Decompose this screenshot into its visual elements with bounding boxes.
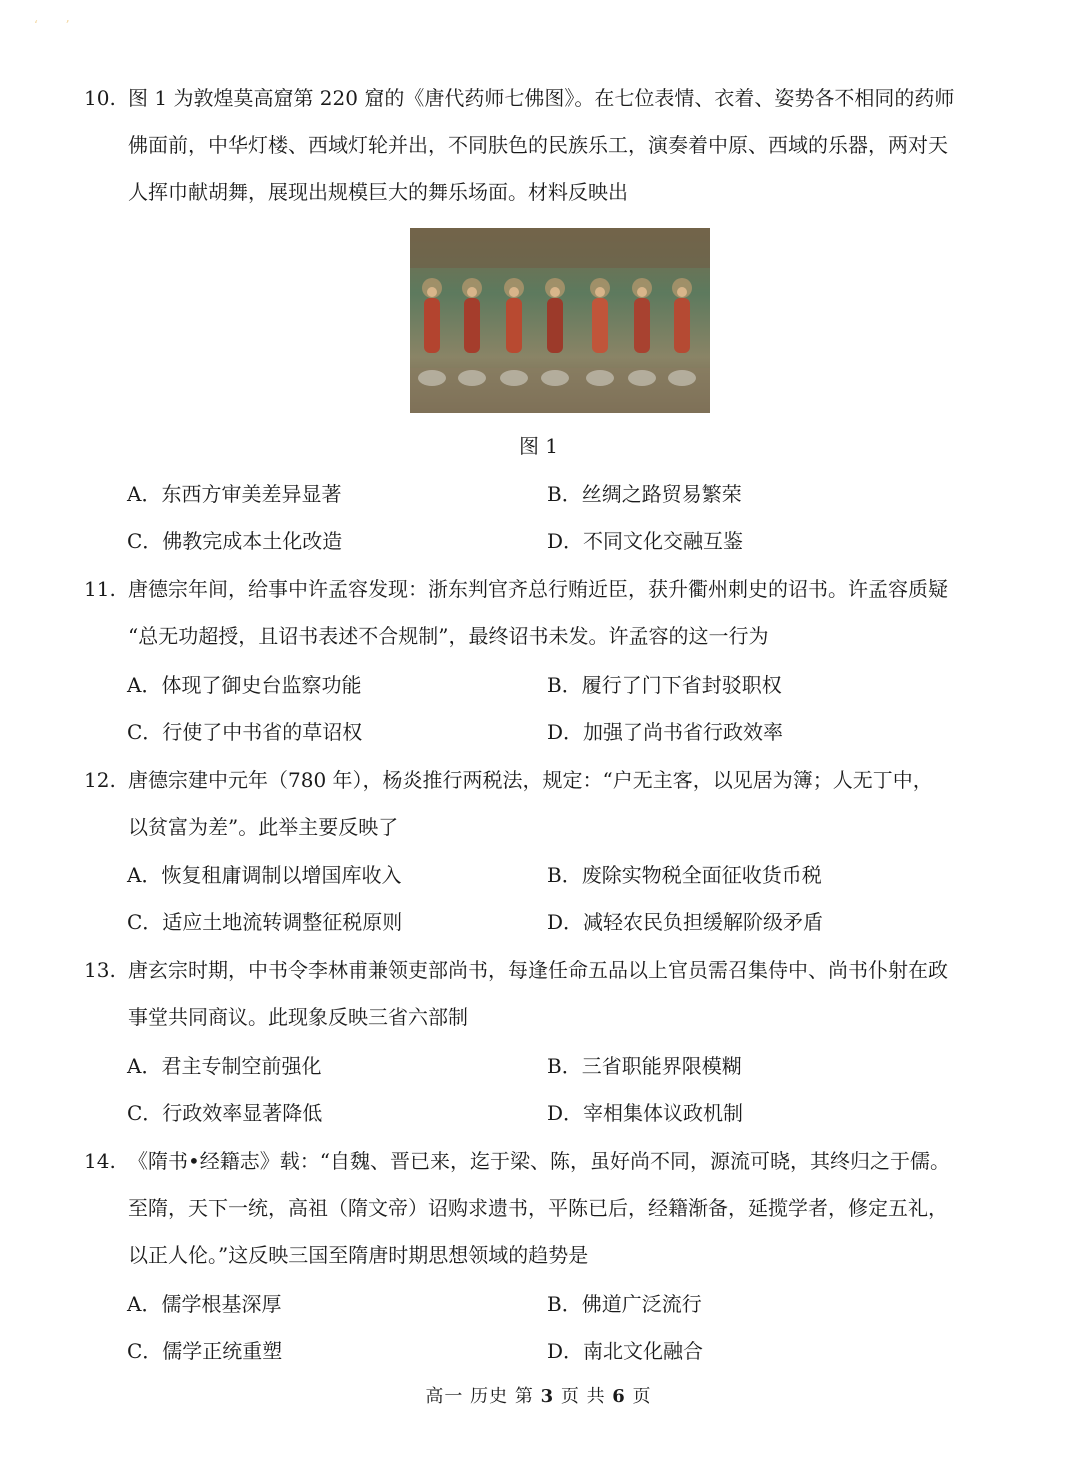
option-b[interactable]: B．履行了门下省封驳职权 bbox=[547, 673, 782, 697]
question-number: 13. bbox=[84, 958, 116, 982]
question-text-line: 以贫富为差”。此举主要反映了 bbox=[128, 815, 399, 839]
question-text-line: 图 1 为敦煌莫高窟第 220 窟的《唐代药师七佛图》。在七位表情、衣着、姿势各不相同的药师 bbox=[128, 86, 955, 110]
footer-page-number: 3 bbox=[540, 1386, 555, 1407]
question-number: 11. bbox=[84, 577, 116, 601]
question-text-line: 《隋书•经籍志》载：“自魏、晋已来，迄于梁、陈，虽好尚不同，源流可晓，其终归之于儒。 bbox=[128, 1149, 951, 1173]
question-12 bbox=[84, 757, 1004, 851]
option-c[interactable]: C．儒学正统重塑 bbox=[127, 1339, 283, 1363]
question-number: 14. bbox=[84, 1149, 116, 1173]
question-10 bbox=[84, 75, 1004, 216]
option-b[interactable]: B．丝绸之路贸易繁荣 bbox=[547, 482, 742, 506]
question-11 bbox=[84, 566, 1004, 660]
question-text-line: 至隋，天下一统，高祖（隋文帝）诏购求遗书，平陈已后，经籍渐备，延揽学者，修定五礼， bbox=[128, 1196, 948, 1220]
question-14-options bbox=[127, 1281, 1007, 1375]
option-a[interactable]: A．恢复租庸调制以增国库收入 bbox=[127, 863, 402, 887]
option-d[interactable]: D．加强了尚书省行政效率 bbox=[547, 720, 784, 744]
footer-middle: 页 共 bbox=[554, 1386, 613, 1407]
option-a[interactable]: A．体现了御史台监察功能 bbox=[127, 673, 362, 697]
question-13 bbox=[84, 947, 1004, 1041]
question-number: 12. bbox=[84, 768, 116, 792]
footer-prefix: 高一 历史 第 bbox=[425, 1386, 541, 1407]
seven-buddhas-mural-image bbox=[410, 228, 710, 413]
question-text-line: 佛面前，中华灯楼、西域灯轮并出，不同肤色的民族乐工，演奏着中原、西域的乐器，两对天 bbox=[128, 133, 948, 157]
question-text-line: 人挥巾献胡舞，展现出规模巨大的舞乐场面。材料反映出 bbox=[128, 180, 628, 204]
option-b[interactable]: B．废除实物税全面征收货币税 bbox=[547, 863, 822, 887]
option-b[interactable]: B．三省职能界限模糊 bbox=[547, 1054, 742, 1078]
option-c[interactable]: C．行使了中书省的草诏权 bbox=[127, 720, 363, 744]
option-c[interactable]: C．适应土地流转调整征税原则 bbox=[127, 910, 403, 934]
option-c[interactable]: C．行政效率显著降低 bbox=[127, 1101, 323, 1125]
figure-caption: 图 1 bbox=[518, 434, 559, 458]
question-14 bbox=[84, 1138, 1004, 1279]
question-text-line: 以正人伦。”这反映三国至隋唐时期思想领域的趋势是 bbox=[128, 1243, 589, 1267]
option-c[interactable]: C．佛教完成本土化改造 bbox=[127, 529, 343, 553]
question-text-line: 唐玄宗时期，中书令李林甫兼领吏部尚书，每逢任命五品以上官员需召集侍中、尚书仆射在政 bbox=[128, 958, 948, 982]
option-d[interactable]: D．南北文化融合 bbox=[547, 1339, 704, 1363]
question-text-line: 事堂共同商议。此现象反映三省六部制 bbox=[128, 1005, 468, 1029]
question-text-line: 唐德宗年间，给事中许孟容发现：浙东判官齐总行贿近臣，获升衢州刺史的诏书。许孟容质疑 bbox=[128, 577, 948, 601]
question-text-line: “总无功超授，且诏书表述不合规制”，最终诏书未发。许孟容的这一行为 bbox=[128, 624, 769, 648]
option-d[interactable]: D．不同文化交融互鉴 bbox=[547, 529, 744, 553]
option-a[interactable]: A．儒学根基深厚 bbox=[127, 1292, 282, 1316]
question-12-options bbox=[127, 852, 1007, 946]
question-number: 10. bbox=[84, 86, 116, 110]
option-a[interactable]: A．东西方审美差异显著 bbox=[127, 482, 342, 506]
option-b[interactable]: B．佛道广泛流行 bbox=[547, 1292, 702, 1316]
option-d[interactable]: D．宰相集体议政机制 bbox=[547, 1101, 744, 1125]
question-text-line: 唐德宗建中元年（780 年），杨炎推行两税法，规定：“户无主客，以见居为簿；人无丁中， bbox=[128, 768, 933, 792]
option-a[interactable]: A．君主专制空前强化 bbox=[127, 1054, 322, 1078]
footer-suffix: 页 bbox=[625, 1386, 652, 1407]
question-11-options bbox=[127, 662, 1007, 756]
footer-total-pages: 6 bbox=[612, 1386, 626, 1407]
corner-mark: ‘ ’ bbox=[34, 18, 82, 32]
page-footer bbox=[0, 1382, 1077, 1408]
question-10-options bbox=[127, 471, 1007, 565]
option-d[interactable]: D．减轻农民负担缓解阶级矛盾 bbox=[547, 910, 824, 934]
question-13-options bbox=[127, 1043, 1007, 1137]
